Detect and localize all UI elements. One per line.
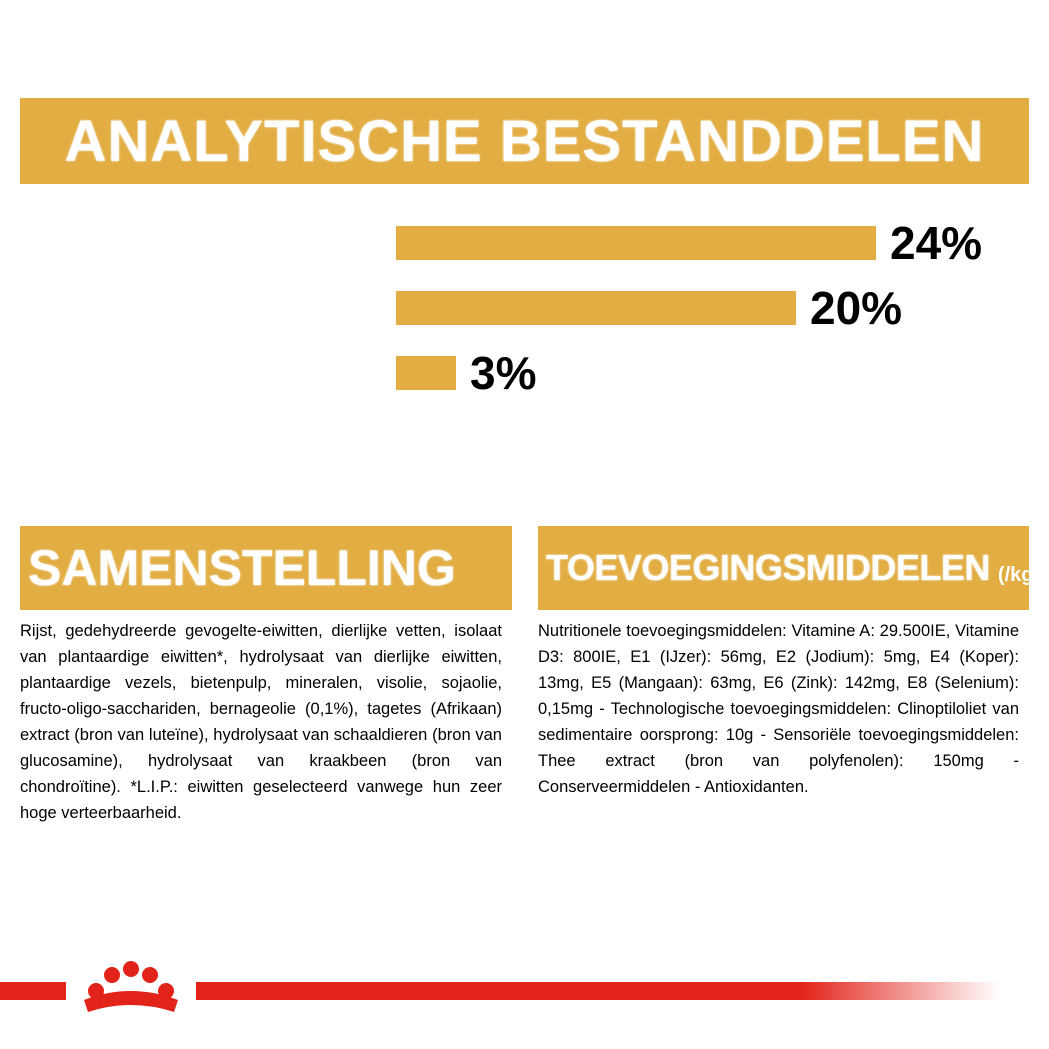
nutrient-value: 20% [810, 282, 903, 334]
additives-unit: (/kg) [997, 563, 1041, 586]
analysis-banner [20, 98, 1029, 184]
additives-title: TOEVOEGINGSMIDDELEN [546, 547, 990, 588]
additives-banner [538, 526, 1041, 610]
nutrient-bar [396, 356, 456, 390]
composition-text: Rijst, gedehydreerde gevogelte-eiwitten, dierlijke vetten, isolaat van plantaardige eiwitten*, hydrolysaat van dierlijke eiwitten, plantaardige vezels, bietenpulp, mineralen, visolie, sojaolie, fructo-oligo-sacchariden, bernageolie (0,1%), tagetes (Afrikaan) extract (bron van luteïne), hydrolysaat van schaaldieren (bron van glucosamine), hydrolysaat van kraakbeen (bron van chondroïtine). *L.I.P.: eiwitten geselecteerd vanwege hun zeer hoge verteerbaarheid. [20, 622, 502, 822]
composition-banner [20, 526, 512, 610]
additives-text: Nutritionele toevoegingsmiddelen: Vitamine A: 29.500IE, Vitamine D3: 800IE, E1 (IJzer): 56mg, E2 (Jodium): 5mg, E4 (Koper): 13mg, E5 (Mangaan): 63mg, E6 (Zink): 142mg, E8 (Selenium): 0,15mg - Technologische toevoegingsmiddelen: Clinoptiloliet van sedimentaire oorsprong: 10g - Sensoriële toevoegingsmiddelen: Thee extract (bron van polyfenolen): 150mg - Conserveermiddelen - Antioxidanten. [538, 622, 1019, 796]
nutrient-value: 3% [470, 347, 537, 399]
analysis-title: ANALYTISCHE BESTANDDELEN [64, 108, 985, 174]
crown-icon [66, 954, 196, 1024]
nutrient-bar [396, 291, 796, 325]
nutrient-value: 24% [890, 217, 983, 269]
composition-title: SAMENSTELLING [28, 540, 456, 596]
nutrient-bar [396, 226, 876, 260]
